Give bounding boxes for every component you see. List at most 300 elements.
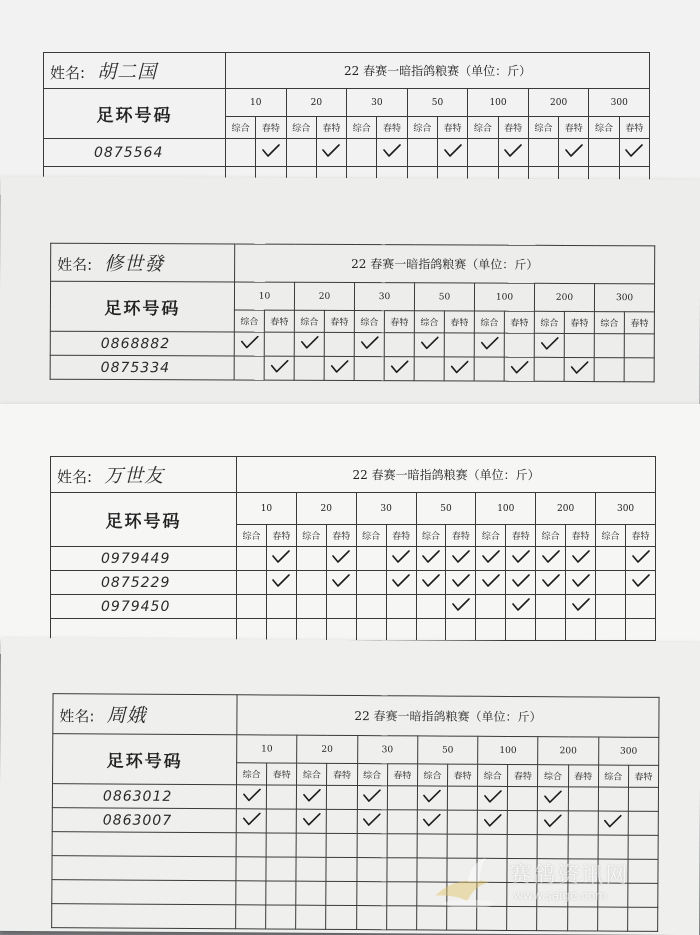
check-mark-icon (302, 813, 322, 827)
check-cell (624, 358, 654, 382)
check-mark-icon (269, 360, 289, 374)
check-cell (477, 786, 507, 810)
sub-header-combined: 综合 (347, 117, 377, 139)
check-mark-icon (631, 574, 651, 588)
distance-header: 10 (226, 89, 287, 117)
entry-table (50, 456, 656, 641)
sub-header-spring-special: 春特 (624, 312, 654, 334)
check-cell (446, 571, 476, 595)
sub-header-spring-special: 春特 (386, 525, 416, 547)
sub-header-combined: 综合 (534, 311, 564, 333)
check-cell (236, 785, 266, 809)
check-cell (594, 358, 624, 382)
check-cell (264, 356, 294, 380)
name-label: 姓名: (57, 468, 93, 486)
check-cell (468, 139, 498, 167)
sub-header-spring-special: 春特 (619, 117, 649, 139)
check-cell (568, 811, 598, 835)
check-mark-icon (239, 336, 259, 350)
name-label: 姓名: (50, 64, 86, 82)
check-cell (619, 139, 649, 167)
check-cell (286, 139, 316, 167)
ring-number: 0875229 (51, 571, 237, 595)
check-mark-icon (362, 789, 382, 803)
distance-header: 100 (474, 283, 534, 311)
check-mark-icon (603, 815, 623, 829)
check-cell (446, 595, 476, 619)
distance-header: 20 (294, 282, 354, 310)
check-mark-icon (271, 550, 291, 564)
check-cell (266, 905, 296, 929)
check-cell (508, 786, 538, 810)
check-mark-icon (451, 550, 471, 564)
check-mark-icon (631, 550, 651, 564)
check-mark-icon (511, 550, 531, 564)
sub-header-combined: 综合 (417, 764, 447, 786)
check-cell (387, 834, 417, 858)
check-cell (356, 858, 386, 882)
check-cell (447, 786, 477, 810)
ring-number: 0875564 (44, 139, 226, 167)
distance-header: 300 (596, 493, 656, 525)
check-cell (566, 619, 596, 641)
check-cell (446, 547, 476, 571)
check-cell (237, 619, 267, 641)
check-cell (294, 332, 324, 356)
distance-header: 50 (417, 736, 477, 764)
distance-header: 30 (356, 493, 416, 525)
sub-header-spring-special: 春特 (566, 525, 596, 547)
check-cell (236, 857, 266, 881)
check-cell (234, 332, 264, 356)
sub-header-spring-special: 春特 (446, 525, 476, 547)
check-cell (416, 595, 446, 619)
sub-header-spring-special: 春特 (266, 525, 296, 547)
check-mark-icon (509, 361, 529, 375)
check-cell (596, 619, 626, 641)
sub-header-combined: 综合 (356, 525, 386, 547)
check-mark-icon (241, 788, 261, 802)
name-cell (51, 243, 235, 282)
check-cell (316, 139, 346, 167)
check-cell (625, 571, 655, 595)
sub-header-combined: 综合 (478, 764, 508, 786)
ring-number (52, 832, 236, 857)
check-cell (534, 357, 564, 381)
check-cell (386, 906, 416, 930)
check-cell (266, 619, 296, 641)
sub-header-combined: 综合 (536, 525, 566, 547)
check-cell (506, 619, 536, 641)
check-mark-icon (331, 550, 351, 564)
check-mark-icon (443, 144, 463, 158)
entry-table (43, 52, 650, 195)
check-cell (326, 857, 356, 881)
check-cell (296, 857, 326, 881)
check-cell (356, 595, 386, 619)
check-cell (296, 833, 326, 857)
check-cell (296, 571, 326, 595)
site-watermark (427, 851, 657, 912)
sub-header-combined: 综合 (296, 525, 326, 547)
check-cell (377, 139, 407, 167)
check-mark-icon (241, 812, 261, 826)
table-row (51, 571, 656, 595)
sub-header-spring-special: 春特 (508, 764, 538, 786)
ring-number-header: 足环号码 (50, 281, 234, 332)
sub-header-spring-special: 春特 (316, 117, 346, 139)
check-cell (236, 833, 266, 857)
check-cell (446, 619, 476, 641)
check-cell (566, 595, 596, 619)
sub-header-spring-special: 春特 (264, 310, 294, 332)
ring-number: 0863007 (52, 808, 236, 833)
distance-header: 30 (347, 89, 408, 117)
check-mark-icon (299, 336, 319, 350)
watermark-text: 赛鸽资讯网 (509, 862, 630, 889)
check-cell (356, 547, 386, 571)
check-cell (294, 356, 324, 380)
sub-header-combined: 综合 (594, 312, 624, 334)
check-cell (236, 809, 266, 833)
check-cell (324, 356, 354, 380)
check-mark-icon (571, 598, 591, 612)
name-cell (44, 53, 226, 89)
ring-number (52, 856, 236, 881)
check-cell (297, 785, 327, 809)
check-cell (386, 882, 416, 906)
check-mark-icon (419, 336, 439, 350)
sub-header-spring-special: 春特 (504, 311, 534, 333)
participant-name: 修世發 (104, 252, 165, 276)
distance-header: 300 (598, 737, 659, 765)
check-cell (625, 547, 655, 571)
check-cell (357, 810, 387, 834)
check-cell (326, 547, 356, 571)
check-cell (234, 356, 264, 380)
table-row (50, 355, 654, 382)
check-mark-icon (511, 574, 531, 588)
check-cell (356, 571, 386, 595)
distance-header: 200 (538, 737, 598, 765)
sub-header-spring-special: 春特 (256, 117, 286, 139)
sub-header-combined: 综合 (468, 117, 498, 139)
check-cell (536, 619, 566, 641)
check-cell (506, 595, 536, 619)
check-cell (347, 139, 377, 167)
sub-header-spring-special: 春特 (447, 764, 477, 786)
sub-header-combined: 综合 (476, 525, 506, 547)
distance-header: 20 (286, 89, 347, 117)
distance-header: 100 (476, 493, 536, 525)
distance-header: 300 (594, 284, 654, 312)
race-title: 22 春赛一暗指鸽粮赛（单位：斤） (226, 53, 650, 89)
check-mark-icon (422, 789, 442, 803)
watermark-url: www.saige.com (513, 887, 607, 903)
check-mark-icon (382, 144, 402, 158)
check-mark-icon (511, 598, 531, 612)
sub-header-spring-special: 春特 (444, 311, 474, 333)
check-mark-icon (321, 144, 341, 158)
check-cell (296, 619, 326, 641)
sub-header-spring-special: 春特 (506, 525, 536, 547)
check-cell (628, 811, 658, 835)
check-mark-icon (483, 790, 503, 804)
check-cell (417, 810, 447, 834)
check-cell (327, 809, 357, 833)
name-label: 姓名: (59, 707, 95, 726)
check-cell (267, 785, 297, 809)
check-cell (504, 357, 534, 381)
check-mark-icon (481, 574, 501, 588)
sub-header-combined: 综合 (357, 764, 387, 786)
race-title: 22 春赛一暗指鸽粮赛（单位：斤） (237, 695, 659, 738)
check-mark-icon (541, 550, 561, 564)
check-cell (538, 787, 568, 811)
ring-number: 0875334 (50, 355, 234, 380)
sub-header-spring-special: 春特 (267, 763, 297, 785)
race-title: 22 春赛一暗指鸽粮赛（单位：斤） (235, 244, 655, 284)
check-cell (536, 571, 566, 595)
check-cell (354, 333, 384, 357)
sub-header-spring-special: 春特 (327, 763, 357, 785)
sub-header-combined: 综合 (354, 311, 384, 333)
participant-name: 胡二国 (97, 61, 158, 83)
ring-number (51, 619, 237, 641)
check-cell (476, 571, 506, 595)
check-mark-icon (271, 574, 291, 588)
check-cell (266, 881, 296, 905)
check-mark-icon (422, 813, 442, 827)
check-mark-icon (391, 574, 411, 588)
check-cell (387, 810, 417, 834)
check-cell (386, 547, 416, 571)
check-cell (598, 787, 628, 811)
sub-header-combined: 综合 (237, 763, 267, 785)
check-mark-icon (451, 574, 471, 588)
sub-header-spring-special: 春特 (377, 117, 407, 139)
entry-sheet-2 (0, 176, 700, 411)
sub-header-combined: 综合 (596, 525, 626, 547)
sub-header-spring-special: 春特 (568, 765, 598, 787)
race-title: 22 春赛一暗指鸽粮赛（单位：斤） (237, 457, 656, 493)
check-cell (296, 595, 326, 619)
check-mark-icon (449, 360, 469, 374)
check-cell (476, 595, 506, 619)
check-cell (498, 139, 528, 167)
check-cell (444, 357, 474, 381)
sub-header-spring-special: 春特 (437, 117, 467, 139)
check-cell (444, 333, 474, 357)
check-cell (326, 619, 356, 641)
check-cell (476, 547, 506, 571)
sub-header-combined: 综合 (474, 311, 504, 333)
check-cell (476, 619, 506, 641)
participant-name: 万世友 (104, 465, 165, 487)
check-cell (296, 905, 326, 929)
check-cell (414, 357, 444, 381)
check-cell (628, 787, 658, 811)
check-cell (528, 139, 558, 167)
sub-header-spring-special: 春特 (498, 117, 528, 139)
check-cell (237, 571, 267, 595)
check-cell (326, 571, 356, 595)
check-mark-icon (329, 360, 349, 374)
check-cell (447, 810, 477, 834)
check-cell (266, 571, 296, 595)
ring-number-header: 足环号码 (51, 493, 237, 547)
check-cell (417, 786, 447, 810)
sub-header-combined: 综合 (598, 765, 628, 787)
distance-header: 10 (234, 282, 294, 310)
check-cell (536, 547, 566, 571)
check-cell (437, 139, 467, 167)
check-mark-icon (624, 144, 644, 158)
distance-header: 10 (237, 735, 297, 763)
check-mark-icon (482, 814, 502, 828)
participant-name: 周娥 (106, 704, 147, 727)
check-cell (327, 785, 357, 809)
sub-header-combined: 综合 (589, 117, 619, 139)
check-cell (236, 905, 266, 929)
check-mark-icon (503, 144, 523, 158)
check-mark-icon (569, 361, 589, 375)
check-mark-icon (543, 814, 563, 828)
distance-header: 100 (478, 736, 538, 764)
sub-header-spring-special: 春特 (387, 764, 417, 786)
name-cell (51, 457, 237, 493)
check-cell (386, 595, 416, 619)
check-cell (296, 881, 326, 905)
check-mark-icon (389, 360, 409, 374)
check-cell (534, 333, 564, 357)
check-cell (387, 786, 417, 810)
check-mark-icon (359, 336, 379, 350)
ring-number-header: 足环号码 (53, 734, 237, 785)
check-cell (596, 595, 626, 619)
entry-table (50, 243, 656, 383)
check-mark-icon (331, 574, 351, 588)
ring-number (52, 904, 236, 929)
check-cell (564, 333, 594, 357)
check-cell (596, 571, 626, 595)
sub-header-combined: 综合 (416, 525, 446, 547)
check-cell (236, 881, 266, 905)
check-cell (384, 333, 414, 357)
table-row (51, 619, 656, 641)
table-row (44, 139, 650, 167)
check-cell (538, 811, 568, 835)
check-cell (507, 810, 537, 834)
entry-sheet-3 (0, 404, 700, 654)
table-row (50, 331, 654, 358)
check-cell (326, 881, 356, 905)
table-row (52, 808, 658, 836)
check-cell (598, 811, 628, 835)
entry-sheet-1 (0, 0, 700, 195)
distance-header: 200 (534, 283, 594, 311)
check-cell (356, 882, 386, 906)
check-cell (566, 571, 596, 595)
check-cell (354, 357, 384, 381)
check-cell (625, 619, 655, 641)
check-cell (559, 139, 589, 167)
check-cell (226, 139, 256, 167)
check-cell (237, 595, 267, 619)
sub-header-spring-special: 春特 (628, 765, 658, 787)
check-cell (357, 786, 387, 810)
distance-header: 30 (354, 283, 414, 311)
check-cell (296, 547, 326, 571)
check-cell (326, 595, 356, 619)
check-cell (326, 905, 356, 929)
ring-number: 0863012 (52, 784, 236, 809)
check-cell (266, 833, 296, 857)
check-mark-icon (362, 813, 382, 827)
check-cell (474, 357, 504, 381)
check-mark-icon (571, 574, 591, 588)
check-mark-icon (421, 550, 441, 564)
pigeon-logo-icon (427, 851, 507, 911)
sub-header-combined: 综合 (528, 117, 558, 139)
check-cell (324, 332, 354, 356)
check-cell (266, 857, 296, 881)
ring-number (52, 880, 236, 905)
entry-sheet-4 (0, 638, 700, 935)
check-cell (356, 619, 386, 641)
sub-header-spring-special: 春特 (625, 525, 655, 547)
check-mark-icon (541, 574, 561, 588)
check-cell (384, 357, 414, 381)
check-cell (477, 810, 507, 834)
distance-header: 100 (468, 89, 529, 117)
sub-header-combined: 综合 (286, 117, 316, 139)
check-cell (589, 139, 619, 167)
check-cell (264, 332, 294, 356)
check-cell (416, 571, 446, 595)
distance-header: 20 (297, 735, 357, 763)
sub-header-combined: 综合 (226, 117, 256, 139)
distance-header: 50 (407, 89, 468, 117)
check-cell (564, 357, 594, 381)
check-mark-icon (302, 789, 322, 803)
check-cell (237, 547, 267, 571)
check-cell (266, 809, 296, 833)
distance-header: 10 (237, 493, 297, 525)
check-cell (566, 547, 596, 571)
sub-header-spring-special: 春特 (324, 310, 354, 332)
sub-header-combined: 综合 (407, 117, 437, 139)
check-cell (568, 787, 598, 811)
sub-header-spring-special: 春特 (326, 525, 356, 547)
sub-header-combined: 综合 (297, 763, 327, 785)
check-cell (624, 334, 654, 358)
sub-header-combined: 综合 (538, 765, 568, 787)
check-cell (256, 139, 286, 167)
sub-header-combined: 综合 (234, 310, 264, 332)
check-cell (596, 547, 626, 571)
sub-header-combined: 综合 (237, 525, 267, 547)
check-cell (506, 571, 536, 595)
distance-header: 20 (296, 493, 356, 525)
check-cell (326, 833, 356, 857)
name-label: 姓名: (57, 255, 93, 274)
check-cell (474, 333, 504, 357)
check-cell (266, 547, 296, 571)
check-cell (407, 139, 437, 167)
check-mark-icon (451, 598, 471, 612)
check-cell (625, 595, 655, 619)
